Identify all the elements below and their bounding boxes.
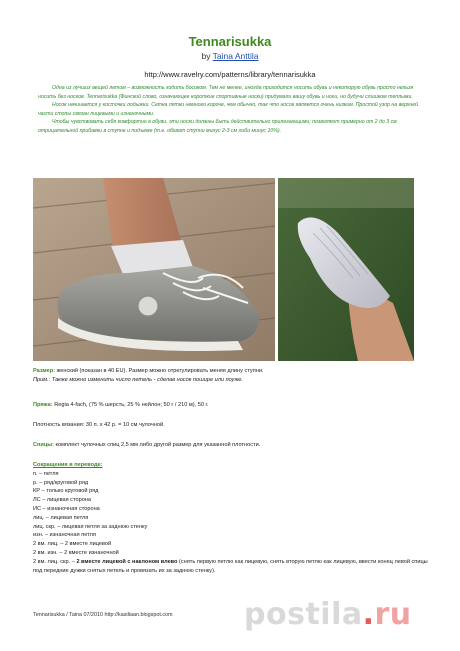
page-footer: Tennarisukka / Taina 07/2010 http://kasiliaan.blogspot.com — [33, 612, 173, 618]
abbr-last-rest: (снять первую петлю как лицевую, снять вторую петлю как лицевую, ввести конец левой спицы под передние дужки снятых петель и провязать их за заднюю стенку). — [33, 558, 428, 574]
pattern-url[interactable]: http://www.ravelry.com/patterns/library/tennarisukka — [144, 70, 316, 79]
pattern-title: Tennarisukka — [188, 34, 272, 49]
shoe-sock-photo — [33, 178, 275, 361]
gauge-section: Плотность вязания: 30 п. x 42 р. = 10 см чулочной. — [33, 422, 165, 428]
abbreviation-item: 2 вм. лиц. – 2 вместе лицевой — [33, 541, 112, 548]
abbreviation-item: лиц. скр. – лицевая петля за заднюю стенку — [33, 523, 148, 530]
watermark-main: postila — [244, 597, 363, 632]
intro-paragraph: Чтобы чувствовать себя комфортно в обуви, эти носки должны быть действительно прилегающими; позволяют примерно от 2 до 3 см отрицательной прибавки в ступне и подъеме (т.е. обхват ступни минус 2-3 см либо минус 10%). — [38, 119, 397, 134]
sock-foot-photo — [278, 178, 414, 361]
size-note: Прим.: Также можно изменить число петель - сделав носок пошире или поуже. — [33, 376, 243, 383]
author-link[interactable]: Taina Anttila — [212, 51, 259, 61]
abbreviation-item: ЛС – лицевая сторона — [33, 497, 92, 504]
abbreviations-heading: Сокращения в переводе: — [33, 462, 103, 468]
sock-foot-image — [278, 178, 414, 361]
intro-text — [38, 84, 424, 136]
shoe-sock-image — [33, 178, 275, 361]
abbreviation-item: КР – только круговой ряд — [33, 488, 99, 495]
abbreviation-item: 2 вм. изн. – 2 вместе изнаночной — [33, 549, 119, 556]
abbreviation-item-last — [33, 558, 433, 576]
yarn-section — [33, 401, 433, 410]
abbr-last-bold: 2 вместе лицевой с наклоном влево — [76, 558, 178, 565]
abbreviation-item: р. – ряд/круговой ряд — [33, 479, 89, 486]
needles-text: комплект чулочных спиц 2,5 мм либо другой размер для указанной плотности. — [53, 442, 261, 448]
abbreviation-item: п. – петля — [33, 470, 59, 477]
yarn-text: Regia 4-fach, (75 % шерсть, 25 % нейлон; 50 г / 210 м), 50 г. — [52, 402, 209, 408]
abbreviation-item: ИС – изнаночная сторона — [33, 505, 100, 512]
postila-watermark — [244, 597, 412, 632]
size-label: Размер: — [33, 368, 56, 374]
size-text: женский (показан в 40 EU). Размер можно отрегулировать меняя длину ступни. — [55, 368, 264, 374]
byline-prefix: by — [201, 51, 211, 61]
byline — [0, 51, 460, 61]
intro-paragraph: Одна из лучших вещей летом – возможность ходить босиком. Тем не менее, иногда приходится носить обувь и некоторую обувь просто нельзя носить без носков. Tennarisukka (Финский слово, означающее короткие спортивные носки) придумали вашу обувь и ноги, но будучи слишком теплыми. — [38, 85, 414, 100]
size-section — [33, 367, 433, 385]
intro-paragraph: Носок начинается у косточки лодыжки. Сетка пятки немного короче, чем обычно, так что носок является очень низким. Простой узор на верхней части стопы связан лицевыми и изнаночными. — [38, 102, 419, 117]
watermark-tld: ru — [374, 597, 412, 632]
abbr-last-prefix: 2 вм. лиц. скр. – — [33, 558, 77, 565]
needles-label: Спицы: — [33, 442, 54, 448]
watermark-dot: . — [362, 597, 375, 632]
abbreviation-item: лиц. – лицевая петля — [33, 514, 89, 521]
needles-section — [33, 441, 433, 450]
abbreviations-section — [33, 461, 433, 575]
yarn-label: Пряжа: — [33, 402, 53, 408]
abbreviation-item: изн. – изнаночная петля — [33, 532, 96, 539]
